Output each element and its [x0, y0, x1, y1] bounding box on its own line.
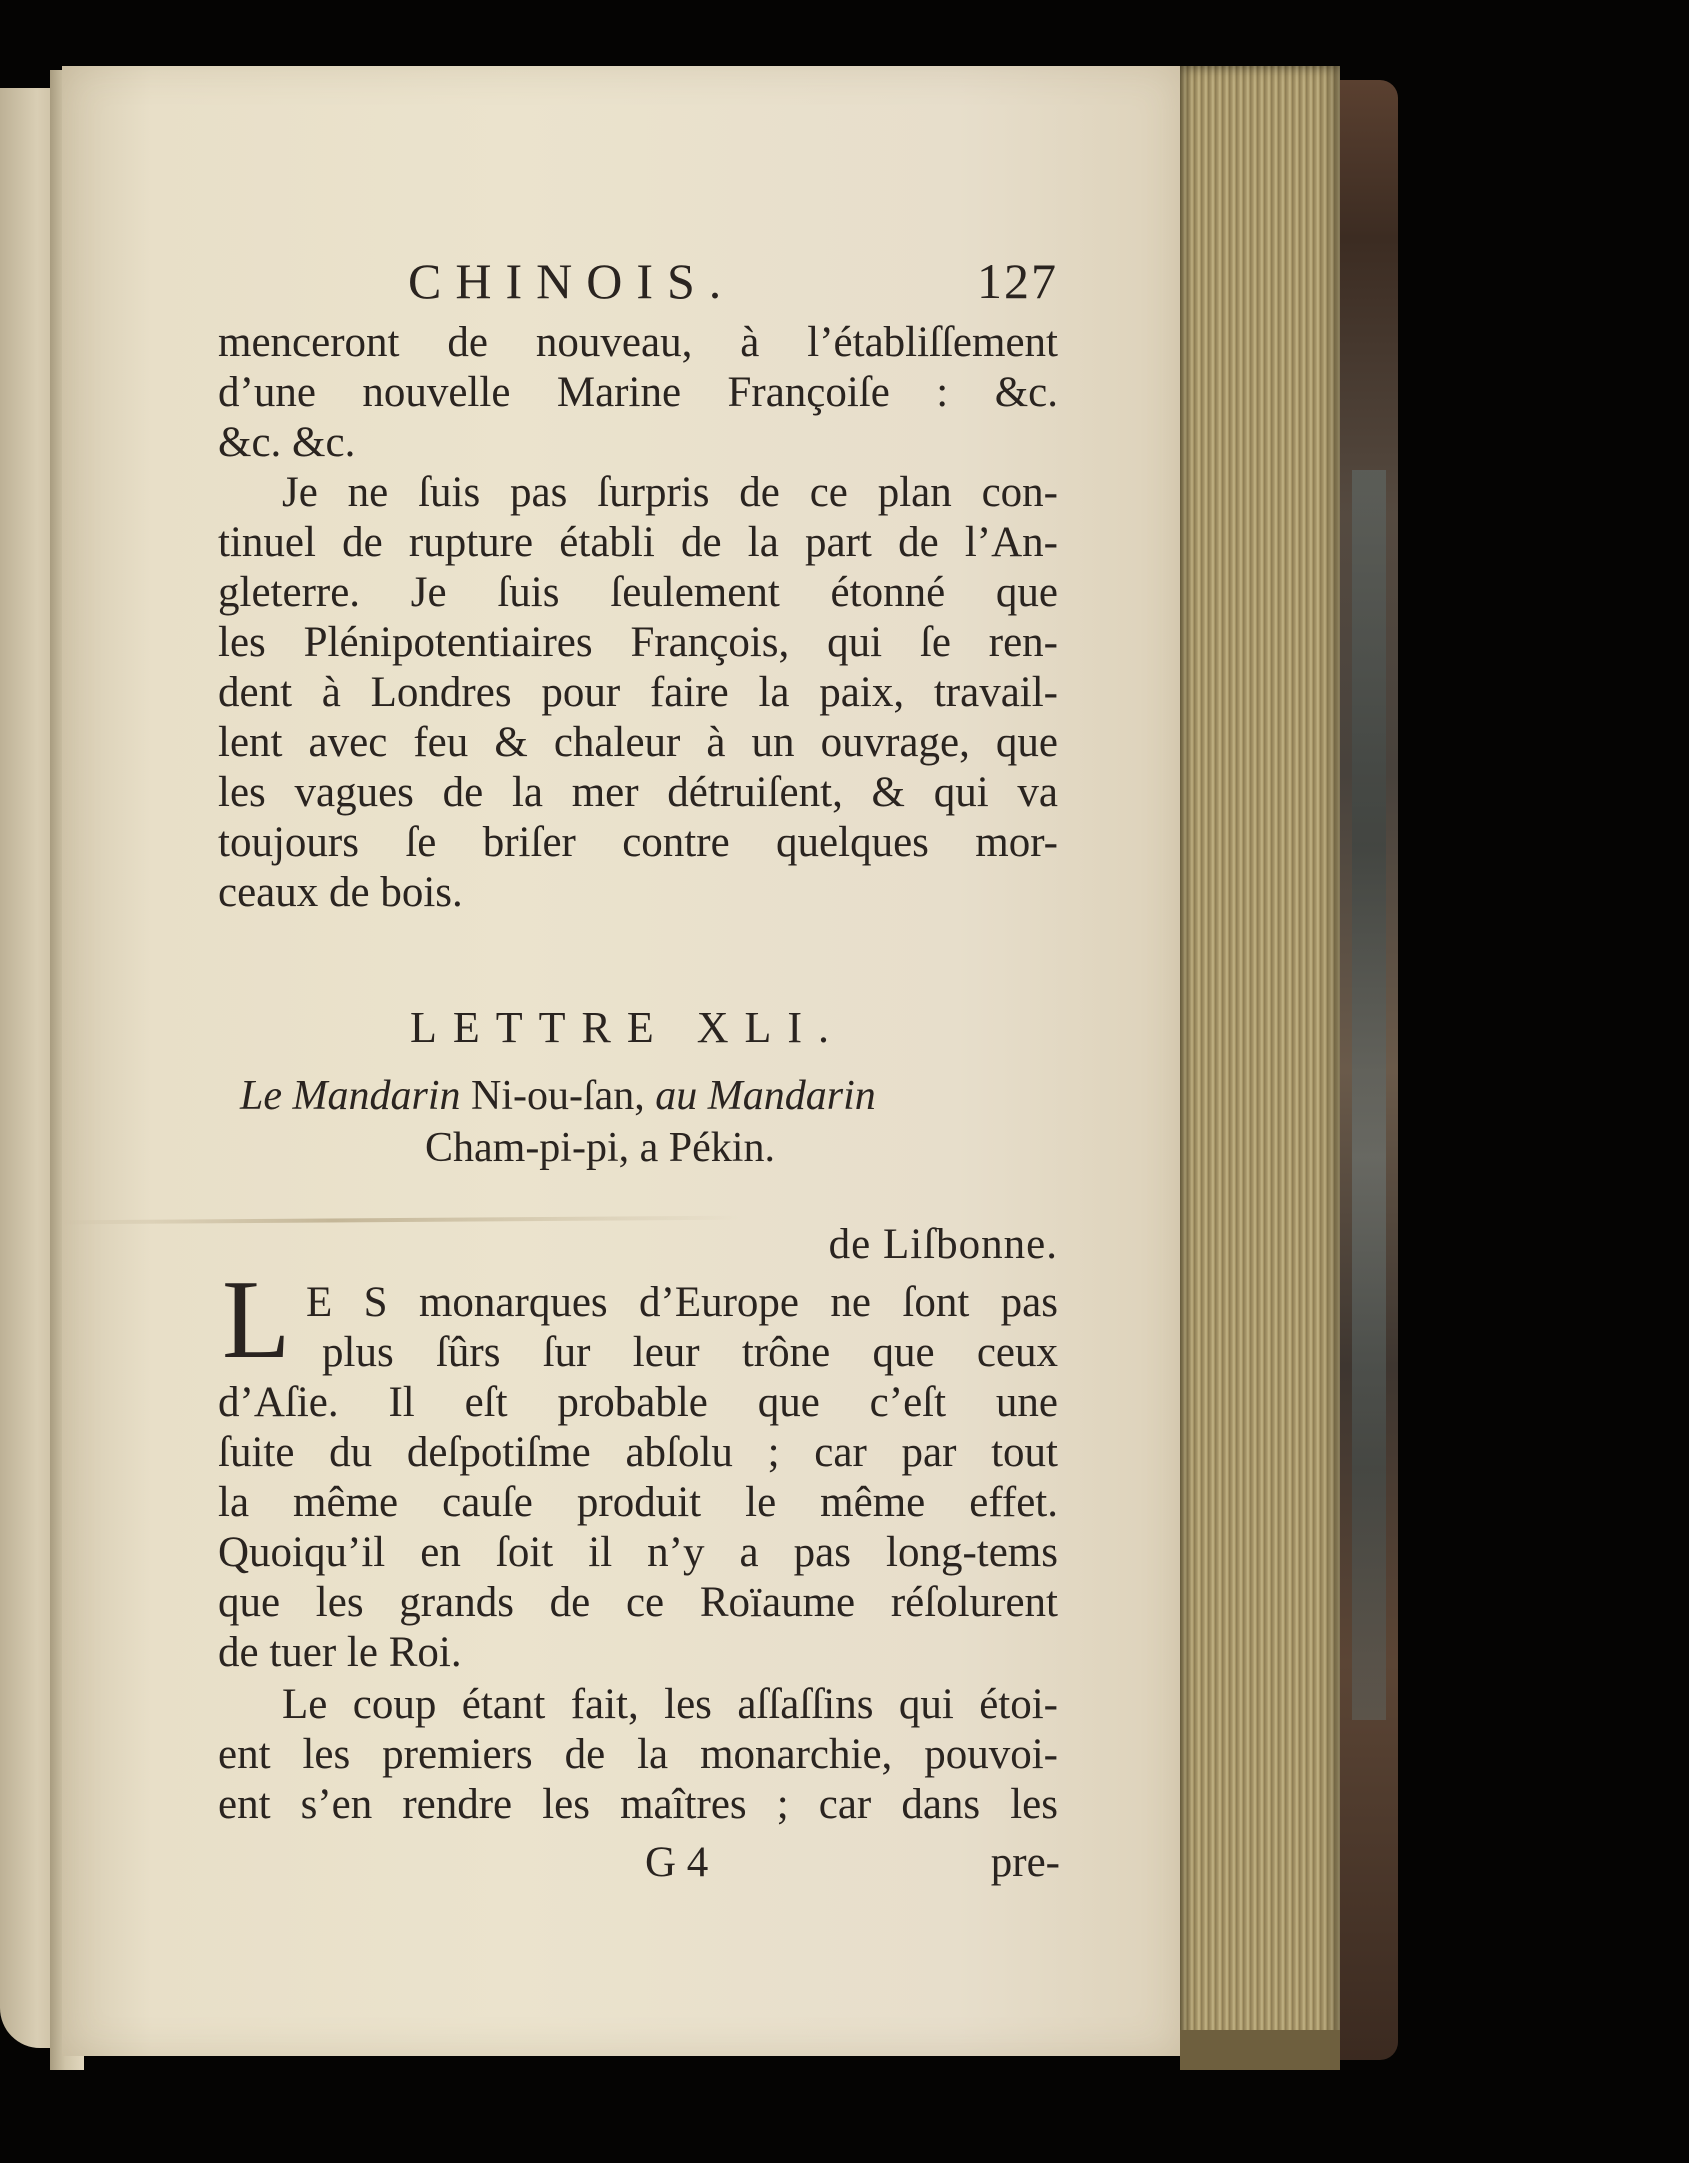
- address-mandarin-2: Mandarin: [697, 1073, 876, 1119]
- text-line: les vagues de la mer détruiſent, & qui va: [218, 769, 1058, 816]
- text-line: lent avec feu & chaleur à un ouvrage, que: [218, 719, 1058, 766]
- text-line: &c. &c.: [218, 419, 356, 466]
- text-line: que les grands de ce Roïaume réſolurent: [218, 1579, 1058, 1626]
- signature-mark: G 4: [645, 1839, 709, 1886]
- text-line: Je ne ſuis pas ſurpris de ce plan con-: [282, 469, 1058, 516]
- page-footer: [220, 1838, 1060, 1894]
- cover-worn-strip: [1352, 470, 1386, 1720]
- page-edges-bottom: [1180, 2030, 1340, 2070]
- text-line: ceaux de bois.: [218, 869, 463, 916]
- address-au: au: [655, 1073, 698, 1119]
- address-line-2: Cham-pi-pi, a Pékin.: [425, 1125, 775, 1171]
- address-le: Le: [240, 1073, 282, 1119]
- address-mandarin-1: Mandarin: [292, 1073, 461, 1119]
- text-line: ent les premiers de la monarchie, pouvoi-: [218, 1731, 1058, 1778]
- dateline: de Liſbonne.: [828, 1221, 1058, 1268]
- text-line: de tuer le Roi.: [218, 1629, 462, 1676]
- text-line: d’Aſie. Il eſt probable que c’eſt une: [218, 1379, 1058, 1426]
- page-edges: [1180, 66, 1340, 2056]
- text-line: tinuel de rupture établi de la part de l’An-: [218, 519, 1058, 566]
- text-line: ent s’en rendre les maîtres ; car dans les: [218, 1781, 1058, 1828]
- catchword: pre-: [990, 1839, 1060, 1886]
- text-line: dent à Londres pour faire la paix, travail-: [218, 669, 1058, 716]
- running-title: CHINOIS.: [408, 253, 736, 309]
- letter-heading: LETTRE XLI.: [410, 1003, 846, 1052]
- text-line: Le coup étant fait, les aſſaſſins qui étoi-: [282, 1681, 1058, 1728]
- page-number: 127: [977, 253, 1058, 309]
- text-line: la même cauſe produit le même effet.: [218, 1479, 1058, 1526]
- address-line-1: [240, 1072, 1040, 1120]
- text-line: les Plénipotentiaires François, qui ſe ren-: [218, 619, 1058, 666]
- text-line: gleterre. Je ſuis ſeulement étonné que: [218, 569, 1058, 616]
- text-line: toujours ſe briſer contre quelques mor-: [218, 819, 1058, 866]
- text-line: menceront de nouveau, à l’établiſſement: [218, 319, 1058, 366]
- text-line: ſuite du deſpotiſme abſolu ; car par tout: [218, 1429, 1058, 1476]
- text-line: Quoiqu’il en ſoit il n’y a pas long-tems: [218, 1529, 1058, 1576]
- running-head: [408, 252, 1058, 316]
- text-line: E S monarques d’Europe ne ſont pas: [306, 1279, 1058, 1326]
- text-line: plus ſûrs ſur leur trône que ceux: [322, 1329, 1058, 1376]
- drop-cap: L: [222, 1258, 291, 1382]
- address-name-1: Ni-ou-ſan,: [460, 1073, 656, 1119]
- text-line: d’une nouvelle Marine Françoiſe : &c.: [218, 369, 1058, 416]
